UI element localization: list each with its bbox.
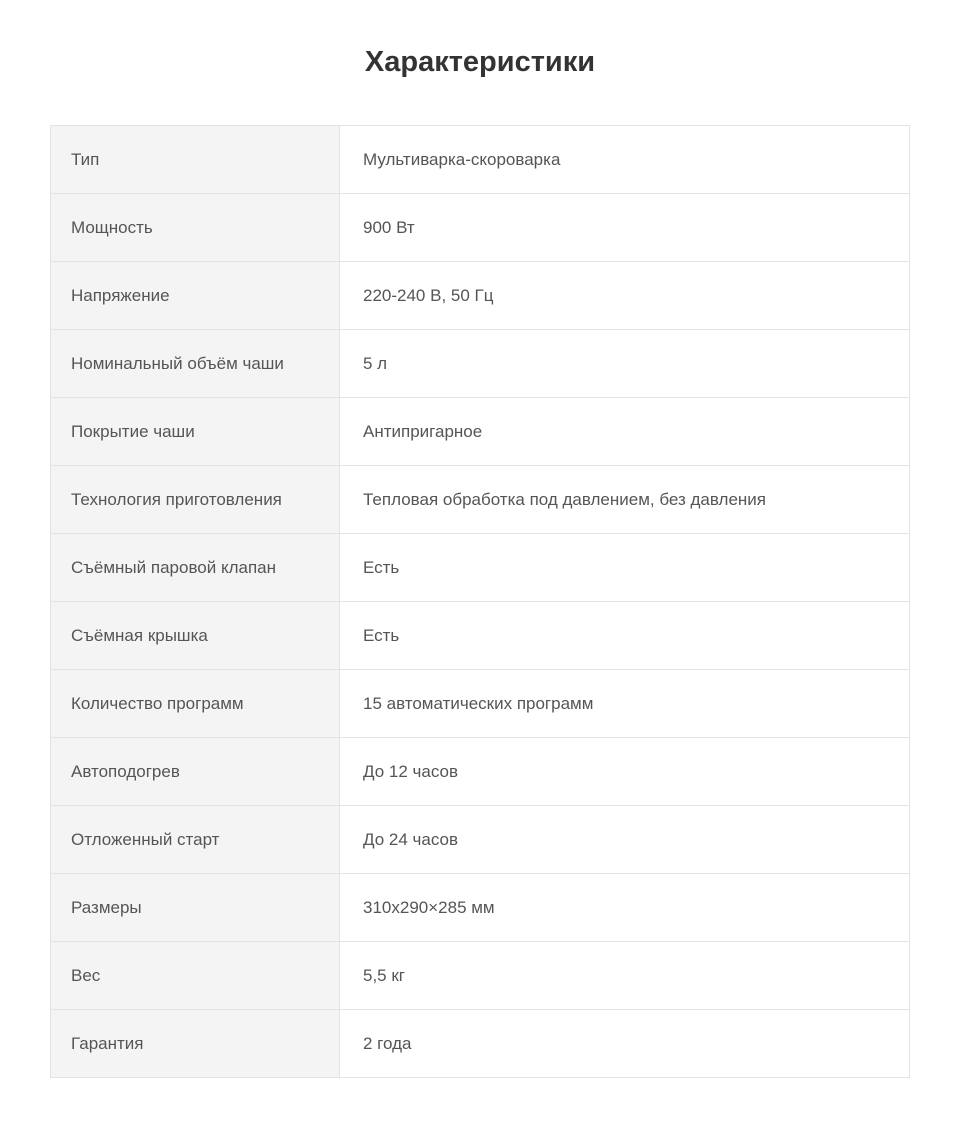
spec-label: Технология приготовления: [51, 466, 340, 534]
table-row: [51, 466, 910, 534]
page-title: Характеристики: [364, 46, 596, 78]
table-row: [51, 670, 910, 738]
spec-value: 310x290×285 мм: [340, 874, 910, 942]
spec-label: Номинальный объём чаши: [51, 330, 340, 398]
table-row: [51, 738, 910, 806]
spec-label: Количество программ: [51, 670, 340, 738]
table-row: [51, 1010, 910, 1078]
spec-label: Гарантия: [51, 1010, 340, 1078]
spec-label: Съёмный паровой клапан: [51, 534, 340, 602]
table-row: [51, 942, 910, 1010]
specs-table: [50, 125, 910, 1078]
table-row: [51, 398, 910, 466]
spec-value: Антипригарное: [340, 398, 910, 466]
spec-value: 15 автоматических программ: [340, 670, 910, 738]
spec-value: До 24 часов: [340, 806, 910, 874]
table-row: [51, 806, 910, 874]
spec-value: 5,5 кг: [340, 942, 910, 1010]
spec-label: Напряжение: [51, 262, 340, 330]
spec-label: Вес: [51, 942, 340, 1010]
spec-value: До 12 часов: [340, 738, 910, 806]
spec-value: Есть: [340, 602, 910, 670]
spec-value: Мультиварка-скороварка: [340, 126, 910, 194]
spec-value: 5 л: [340, 330, 910, 398]
spec-value: Тепловая обработка под давлением, без давления: [340, 466, 910, 534]
spec-label: Тип: [51, 126, 340, 194]
spec-value: 220-240 В, 50 Гц: [340, 262, 910, 330]
table-row: [51, 262, 910, 330]
specs-table-body: [51, 126, 910, 1078]
table-row: [51, 194, 910, 262]
table-row: [51, 330, 910, 398]
spec-label: Мощность: [51, 194, 340, 262]
spec-value: Есть: [340, 534, 910, 602]
table-row: [51, 602, 910, 670]
table-row: [51, 126, 910, 194]
spec-label: Покрытие чаши: [51, 398, 340, 466]
table-row: [51, 534, 910, 602]
spec-label: Отложенный старт: [51, 806, 340, 874]
spec-label: Съёмная крышка: [51, 602, 340, 670]
spec-label: Автоподогрев: [51, 738, 340, 806]
spec-label: Размеры: [51, 874, 340, 942]
table-row: [51, 874, 910, 942]
spec-value: 900 Вт: [340, 194, 910, 262]
spec-value: 2 года: [340, 1010, 910, 1078]
